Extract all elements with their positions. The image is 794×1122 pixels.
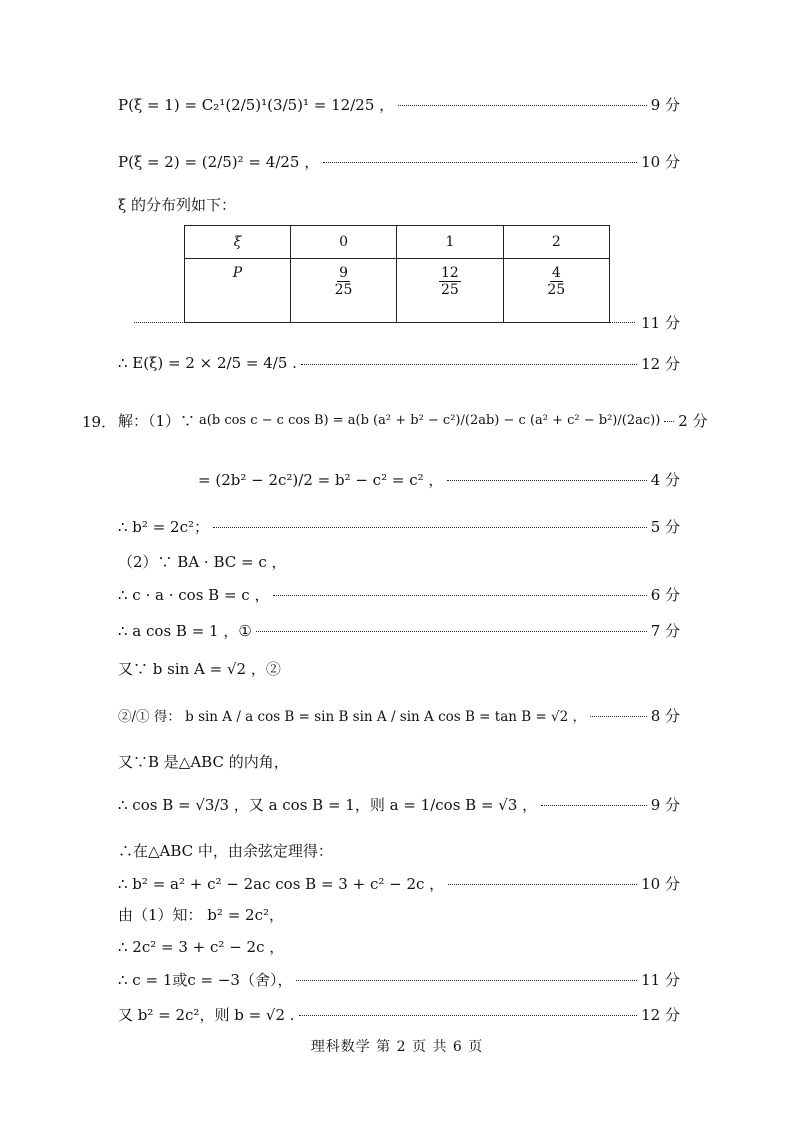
q19-step-8 <box>118 698 680 732</box>
leader-dots <box>448 883 637 885</box>
leader-dots <box>323 161 637 163</box>
table-cell: ξ <box>185 226 291 259</box>
table-score-line <box>134 312 680 332</box>
score-label: 4 分 <box>650 470 680 489</box>
q19-step-5 <box>118 577 680 611</box>
table-cell: P <box>185 259 291 323</box>
leader-dots <box>299 1014 638 1016</box>
table-cell: 0 <box>290 226 396 259</box>
q19-step-6 <box>118 613 680 647</box>
step-formula: ∴ c · a · cos B = c ， <box>118 585 270 604</box>
step-formula: ∴ b² = a² + c² − 2ac cos B = 3 + c² − 2c ， <box>118 874 445 893</box>
score-label: 12 分 <box>641 1005 680 1024</box>
leader-dots <box>296 979 637 981</box>
leader-dots <box>301 363 637 365</box>
step-formula: ∴ b² = 2c²； <box>118 517 209 536</box>
table-cell: $\frac{9}{25}$ <box>290 259 396 323</box>
q19-step-3 <box>118 509 680 543</box>
q19-step-13: 由（1）知： b² = 2c²， <box>118 905 284 924</box>
step-formula: a(b cos c − c cos B) = a(b (a² + b² − c²)/(2ab) − c (a² + c² − b²)/(2ac)) <box>199 412 661 428</box>
q19-step-9: 又∵B 是△ABC 的内角， <box>118 752 289 771</box>
step-formula: ∴ cos B = √3/3 ，又 a cos B = 1，则 a = 1/cos B = √3 ， <box>118 795 538 814</box>
table-cell: 1 <box>397 226 503 259</box>
q19-step-10 <box>118 787 680 821</box>
leader-dots <box>447 479 646 481</box>
expectation-line <box>118 346 680 380</box>
leader-dots <box>590 715 647 717</box>
q19-step-1 <box>118 403 708 437</box>
step-label: 解：（1）∵ <box>118 411 196 430</box>
score-label: 5 分 <box>650 517 680 536</box>
step-formula: 又 b² = 2c²，则 b = √2 . <box>118 1005 295 1024</box>
q19-step-4: （2）∵ BA · BC = c ， <box>118 552 287 571</box>
leader-dots <box>134 321 635 323</box>
table-cell: $\frac{12}{25}$ <box>397 259 503 323</box>
distribution-intro: ξ 的分布列如下： <box>118 195 237 214</box>
step-formula: = (2b² − 2c²)/2 = b² − c² = c² ， <box>198 470 444 489</box>
q19-step-12 <box>118 866 680 900</box>
score-label: 2 分 <box>678 411 708 430</box>
leader-dots <box>256 630 647 632</box>
question-number: 19． <box>82 413 117 431</box>
expectation-formula: ∴ E(ξ) = 2 × 2/5 = 4/5 . <box>118 354 297 372</box>
step-formula: ②/① 得： b sin A / a cos B = sin B sin A / sin A cos B = tan B = √2 ， <box>118 709 587 725</box>
leader-dots <box>541 804 647 806</box>
score-label: 8 分 <box>650 706 680 725</box>
score-label: 10 分 <box>641 152 680 171</box>
score-label: 11 分 <box>641 970 680 989</box>
q19-step-15 <box>118 962 680 996</box>
score-label: 10 分 <box>641 874 680 893</box>
score-label: 12 分 <box>641 354 680 373</box>
score-label: 9 分 <box>650 95 680 114</box>
table-header-row <box>185 226 610 259</box>
step-formula: ∴ a cos B = 1 ，① <box>118 621 252 640</box>
prob-xi-2-line <box>118 144 680 178</box>
leader-dots <box>273 594 646 596</box>
table-cell: $\frac{4}{25}$ <box>503 259 609 323</box>
leader-dots <box>398 104 647 106</box>
score-label: 6 分 <box>650 585 680 604</box>
page-footer: 理科数学 第 2 页 共 6 页 <box>310 1039 484 1055</box>
q19-step-16 <box>118 997 680 1031</box>
prob-xi-1-formula: P(ξ = 1) = C₂¹(2/5)¹(3/5)¹ = 12/25 ， <box>118 95 395 114</box>
score-label: 9 分 <box>650 795 680 814</box>
q19-step-2 <box>198 462 680 496</box>
q19-step-14: ∴ 2c² = 3 + c² − 2c ， <box>118 937 285 956</box>
distribution-table <box>184 225 610 323</box>
q19-step-11: ∴在△ABC 中，由余弦定理得： <box>118 841 333 860</box>
score-label: 7 分 <box>650 621 680 640</box>
score-label: 11 分 <box>641 313 680 332</box>
prob-xi-2-formula: P(ξ = 2) = (2/5)² = 4/25 ， <box>118 152 320 171</box>
table-cell: 2 <box>503 226 609 259</box>
step-formula: ∴ c = 1或c = −3（舍）， <box>118 970 293 989</box>
prob-xi-1-line <box>118 87 680 121</box>
q19-step-7: 又∵ b sin A = √2 ，② <box>118 659 281 678</box>
leader-dots <box>664 420 674 422</box>
leader-dots <box>213 526 647 528</box>
